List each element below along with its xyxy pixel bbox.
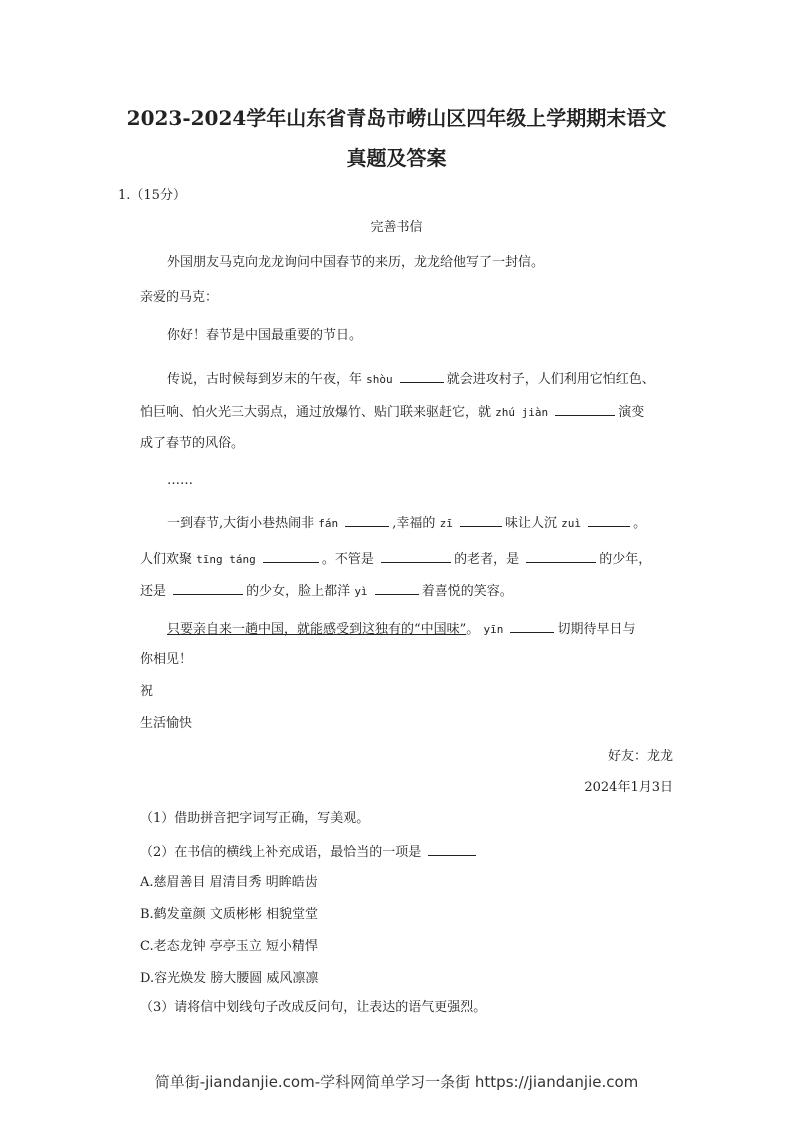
pinyin: zuì (561, 517, 581, 530)
answer-blank[interactable] (381, 550, 451, 563)
sub-question-3: （3）请将信中划线句子改成反问句，让表达的语气更强烈。 (140, 1000, 487, 1015)
para1: 你好！春节是中国最重要的节日。 (167, 328, 363, 343)
para4-line2: 你相见！ (140, 652, 193, 667)
text: 演变 (618, 405, 645, 420)
answer-blank[interactable] (375, 582, 419, 595)
letter-title: 完善书信 (370, 220, 423, 235)
text: 人们欢聚 (140, 552, 193, 567)
option-b: B.鹤发童颜 文质彬彬 相貌堂堂 (140, 907, 318, 922)
text: 味让人沉 (504, 516, 557, 531)
answer-blank[interactable] (526, 550, 596, 563)
sub-question-2 (140, 843, 479, 861)
underlined-sentence: 只要亲自来一趟中国，就能感受到这独有的“中国味” (167, 622, 467, 637)
answer-blank[interactable] (428, 843, 476, 856)
pinyin: zhú jiàn (495, 406, 549, 419)
text: 。不管是 (321, 552, 374, 567)
text: 的少女，脸上都洋 (246, 584, 351, 599)
text: 切期待早日与 (557, 622, 636, 637)
answer-blank[interactable] (263, 550, 319, 563)
pinyin: shòu (366, 373, 393, 386)
closing-2: 生活愉快 (140, 716, 193, 731)
answer-blank[interactable] (460, 514, 502, 527)
text: 传说，古时候每到岁末的午夜，年 (167, 372, 363, 387)
text: 。 (633, 516, 647, 531)
text: 还是 (140, 584, 167, 599)
intro: 外国朋友马克向龙龙询问中国春节的来历，龙龙给他写了一封信。 (167, 255, 545, 270)
signature: 好友：龙龙 (607, 749, 673, 764)
answer-blank[interactable] (345, 514, 389, 527)
option-a: A.慈眉善目 眉清目秀 明眸皓齿 (140, 875, 318, 890)
question-header: 1.（15分） (118, 188, 186, 203)
para3-line3 (140, 582, 513, 600)
greeting: 亲爱的马克： (140, 290, 219, 305)
para4-line1 (167, 620, 635, 638)
text: 一到春节,大街小巷热闹非 (167, 516, 315, 531)
answer-blank[interactable] (588, 514, 630, 527)
footer-watermark: 简单街-jiandanjie.com-学科网简单学习一条街 https://jiandanjie.com (154, 1073, 639, 1091)
option-d: D.容光焕发 膀大腰圆 威风凛凛 (140, 971, 319, 986)
text: 就会进攻村子，人们利用它怕红色、 (446, 372, 655, 387)
para2-line2 (140, 403, 644, 421)
pinyin: yì (354, 585, 368, 598)
para3-line1 (167, 514, 646, 532)
para3-line2 (140, 550, 651, 568)
option-c: C.老态龙钟 亭亭玉立 短小精悍 (140, 939, 318, 954)
text: 的少年， (599, 552, 652, 567)
pinyin: yīn (483, 623, 504, 636)
text: 怕巨响、怕火光三大弱点，通过放爆竹、贴门联来驱赶它，就 (140, 405, 492, 420)
closing-1: 祝 (140, 684, 154, 699)
doc-title-line2: 真题及答案 (346, 146, 447, 170)
text: （2）在书信的横线上补充成语，最恰当的一项是 (140, 845, 422, 860)
text: 的老者，是 (454, 552, 520, 567)
answer-blank[interactable] (510, 620, 554, 633)
answer-blank[interactable] (400, 370, 444, 383)
pinyin: fán (318, 517, 339, 530)
doc-title-line1: 2023-2024学年山东省青岛市崂山区四年级上学期期末语文 (126, 106, 667, 130)
text: 。 (466, 622, 480, 637)
ellipsis: …… (167, 473, 193, 488)
para2-line3: 成了春节的风俗。 (140, 436, 245, 451)
pinyin: tīng táng (196, 553, 256, 566)
para2-line1 (167, 370, 655, 388)
sub-question-1: （1）借助拼音把字词写正确，写美观。 (140, 811, 370, 826)
text: 着喜悦的笑容。 (421, 584, 513, 599)
date: 2024年1月3日 (584, 780, 673, 795)
answer-blank[interactable] (555, 403, 615, 416)
text: ,幸福的 (392, 516, 436, 531)
pinyin: zī (439, 517, 453, 530)
answer-blank[interactable] (173, 582, 243, 595)
